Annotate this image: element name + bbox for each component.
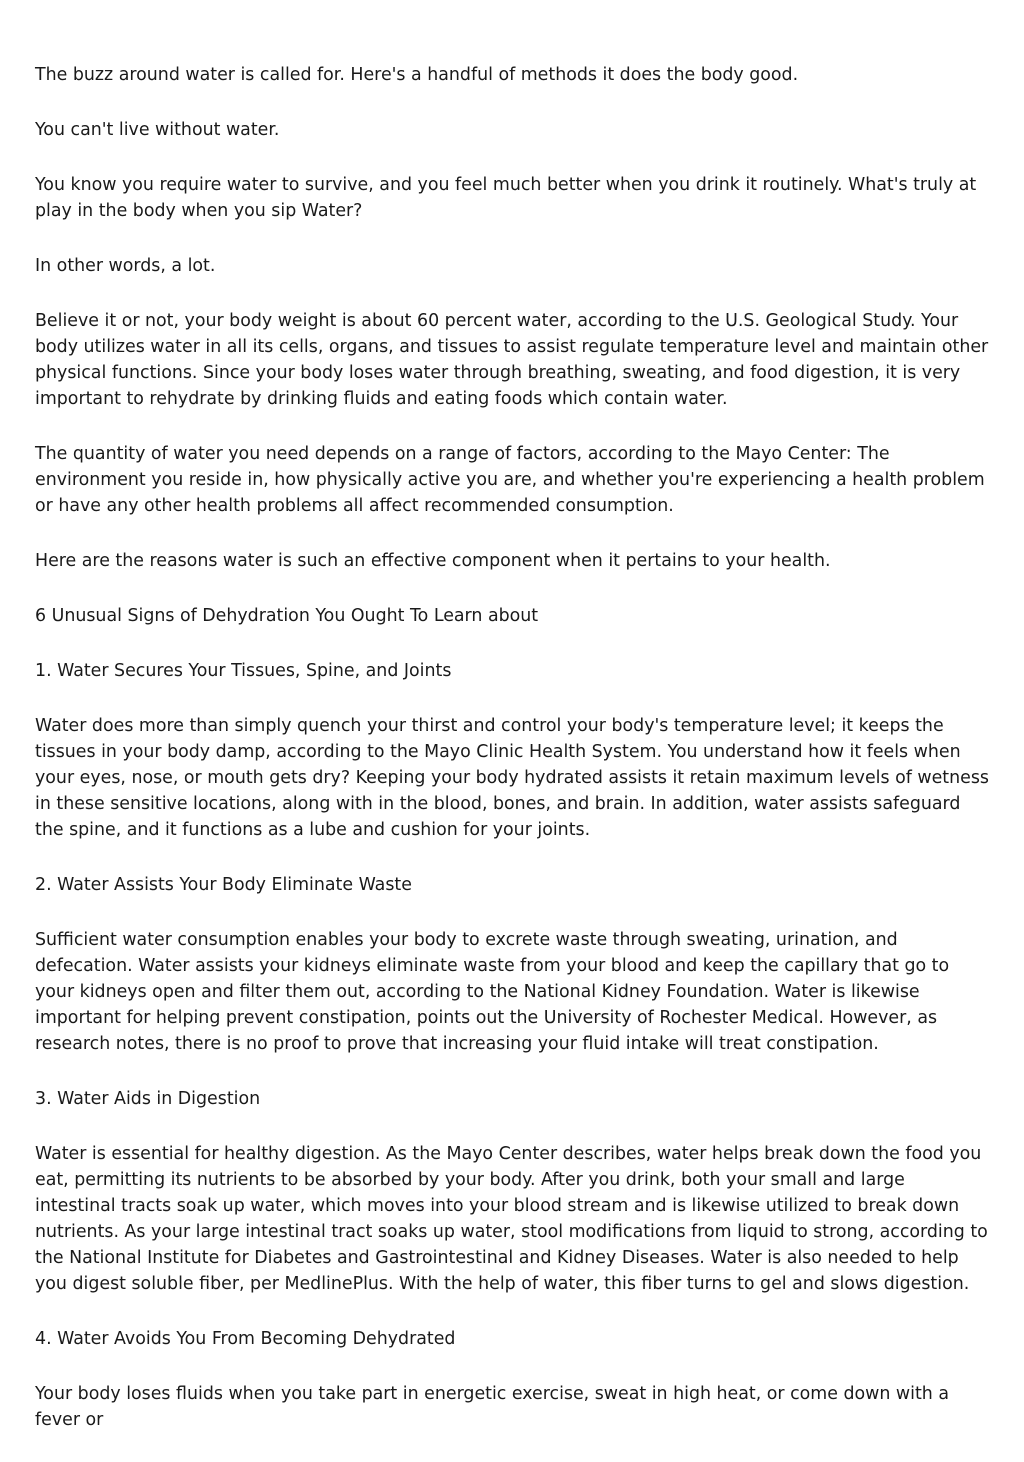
paragraph: You can't live without water. [35, 120, 280, 140]
section-heading: 3. Water Aids in Digestion [35, 1089, 261, 1109]
paragraph: Water is essential for healthy digestion. As the Mayo Center describes, water helps break down the food you eat, permitting its nutrients to be absorbed by your body. After you drink, both your small and large intestinal tracts soak up water, which moves into your blood stream and is likewise utilized to break down nutrients. As your large intestinal tract soaks up water, stool modifications from liquid to strong, according to the National Institute for Diabetes and Gastrointestinal and Kidney Diseases. Water is also needed to help you digest soluble fiber, per MedlinePlus. With the help of water, this fiber turns to gel and slows digestion. [35, 1144, 988, 1294]
paragraph: You know you require water to survive, and you feel much better when you drink it routinely. What's truly at play in the body when you sip Water? [35, 175, 977, 221]
section-heading: 1. Water Secures Your Tissues, Spine, and Joints [35, 661, 452, 681]
document-body [35, 62, 990, 1462]
paragraph: Your body loses fluids when you take part in energetic exercise, sweat in high heat, or come down with a fever or [35, 1384, 949, 1430]
section-heading: 4. Water Avoids You From Becoming Dehydrated [35, 1329, 456, 1349]
paragraph: Here are the reasons water is such an effective component when it pertains to your health. [35, 551, 831, 571]
intro-paragraph: The buzz around water is called for. Here's a handful of methods it does the body good. [35, 65, 799, 85]
paragraph: In other words, a lot. [35, 256, 216, 276]
paragraph: The quantity of water you need depends on a range of factors, according to the Mayo Center: The environment you reside in, how physically active you are, and whether you're experiencing a health problem or have any other health problems all affect recommended consumption. [35, 444, 985, 516]
paragraph: Sufficient water consumption enables your body to excrete waste through sweating, urination, and defecation. Water assists your kidneys eliminate waste from your blood and keep the capillary that go to your kidneys open and filter them out, according to the National Kidney Foundation. Water is likewise important for helping prevent constipation, points out the University of Rochester Medical. However, as research notes, there is no proof to prove that increasing your fluid intake will treat constipation. [35, 930, 950, 1054]
section-heading: 2. Water Assists Your Body Eliminate Waste [35, 875, 412, 895]
section-heading: 6 Unusual Signs of Dehydration You Ought To Learn about [35, 606, 539, 626]
paragraph: Water does more than simply quench your thirst and control your body's temperature level; it keeps the tissues in your body damp, according to the Mayo Clinic Health System. You understand how it feels when your eyes, nose, or mouth gets dry? Keeping your body hydrated assists it retain maximum levels of wetness in these sensitive locations, along with in the blood, bones, and brain. In addition, water assists safeguard the spine, and it functions as a lube and cushion for your joints. [35, 716, 989, 840]
paragraph: Believe it or not, your body weight is about 60 percent water, according to the U.S. Geological Study. Your body utilizes water in all its cells, organs, and tissues to assist regulate temperature level and maintain other physical functions. Since your body loses water through breathing, sweating, and food digestion, it is very important to rehydrate by drinking fluids and eating foods which contain water. [35, 311, 989, 409]
